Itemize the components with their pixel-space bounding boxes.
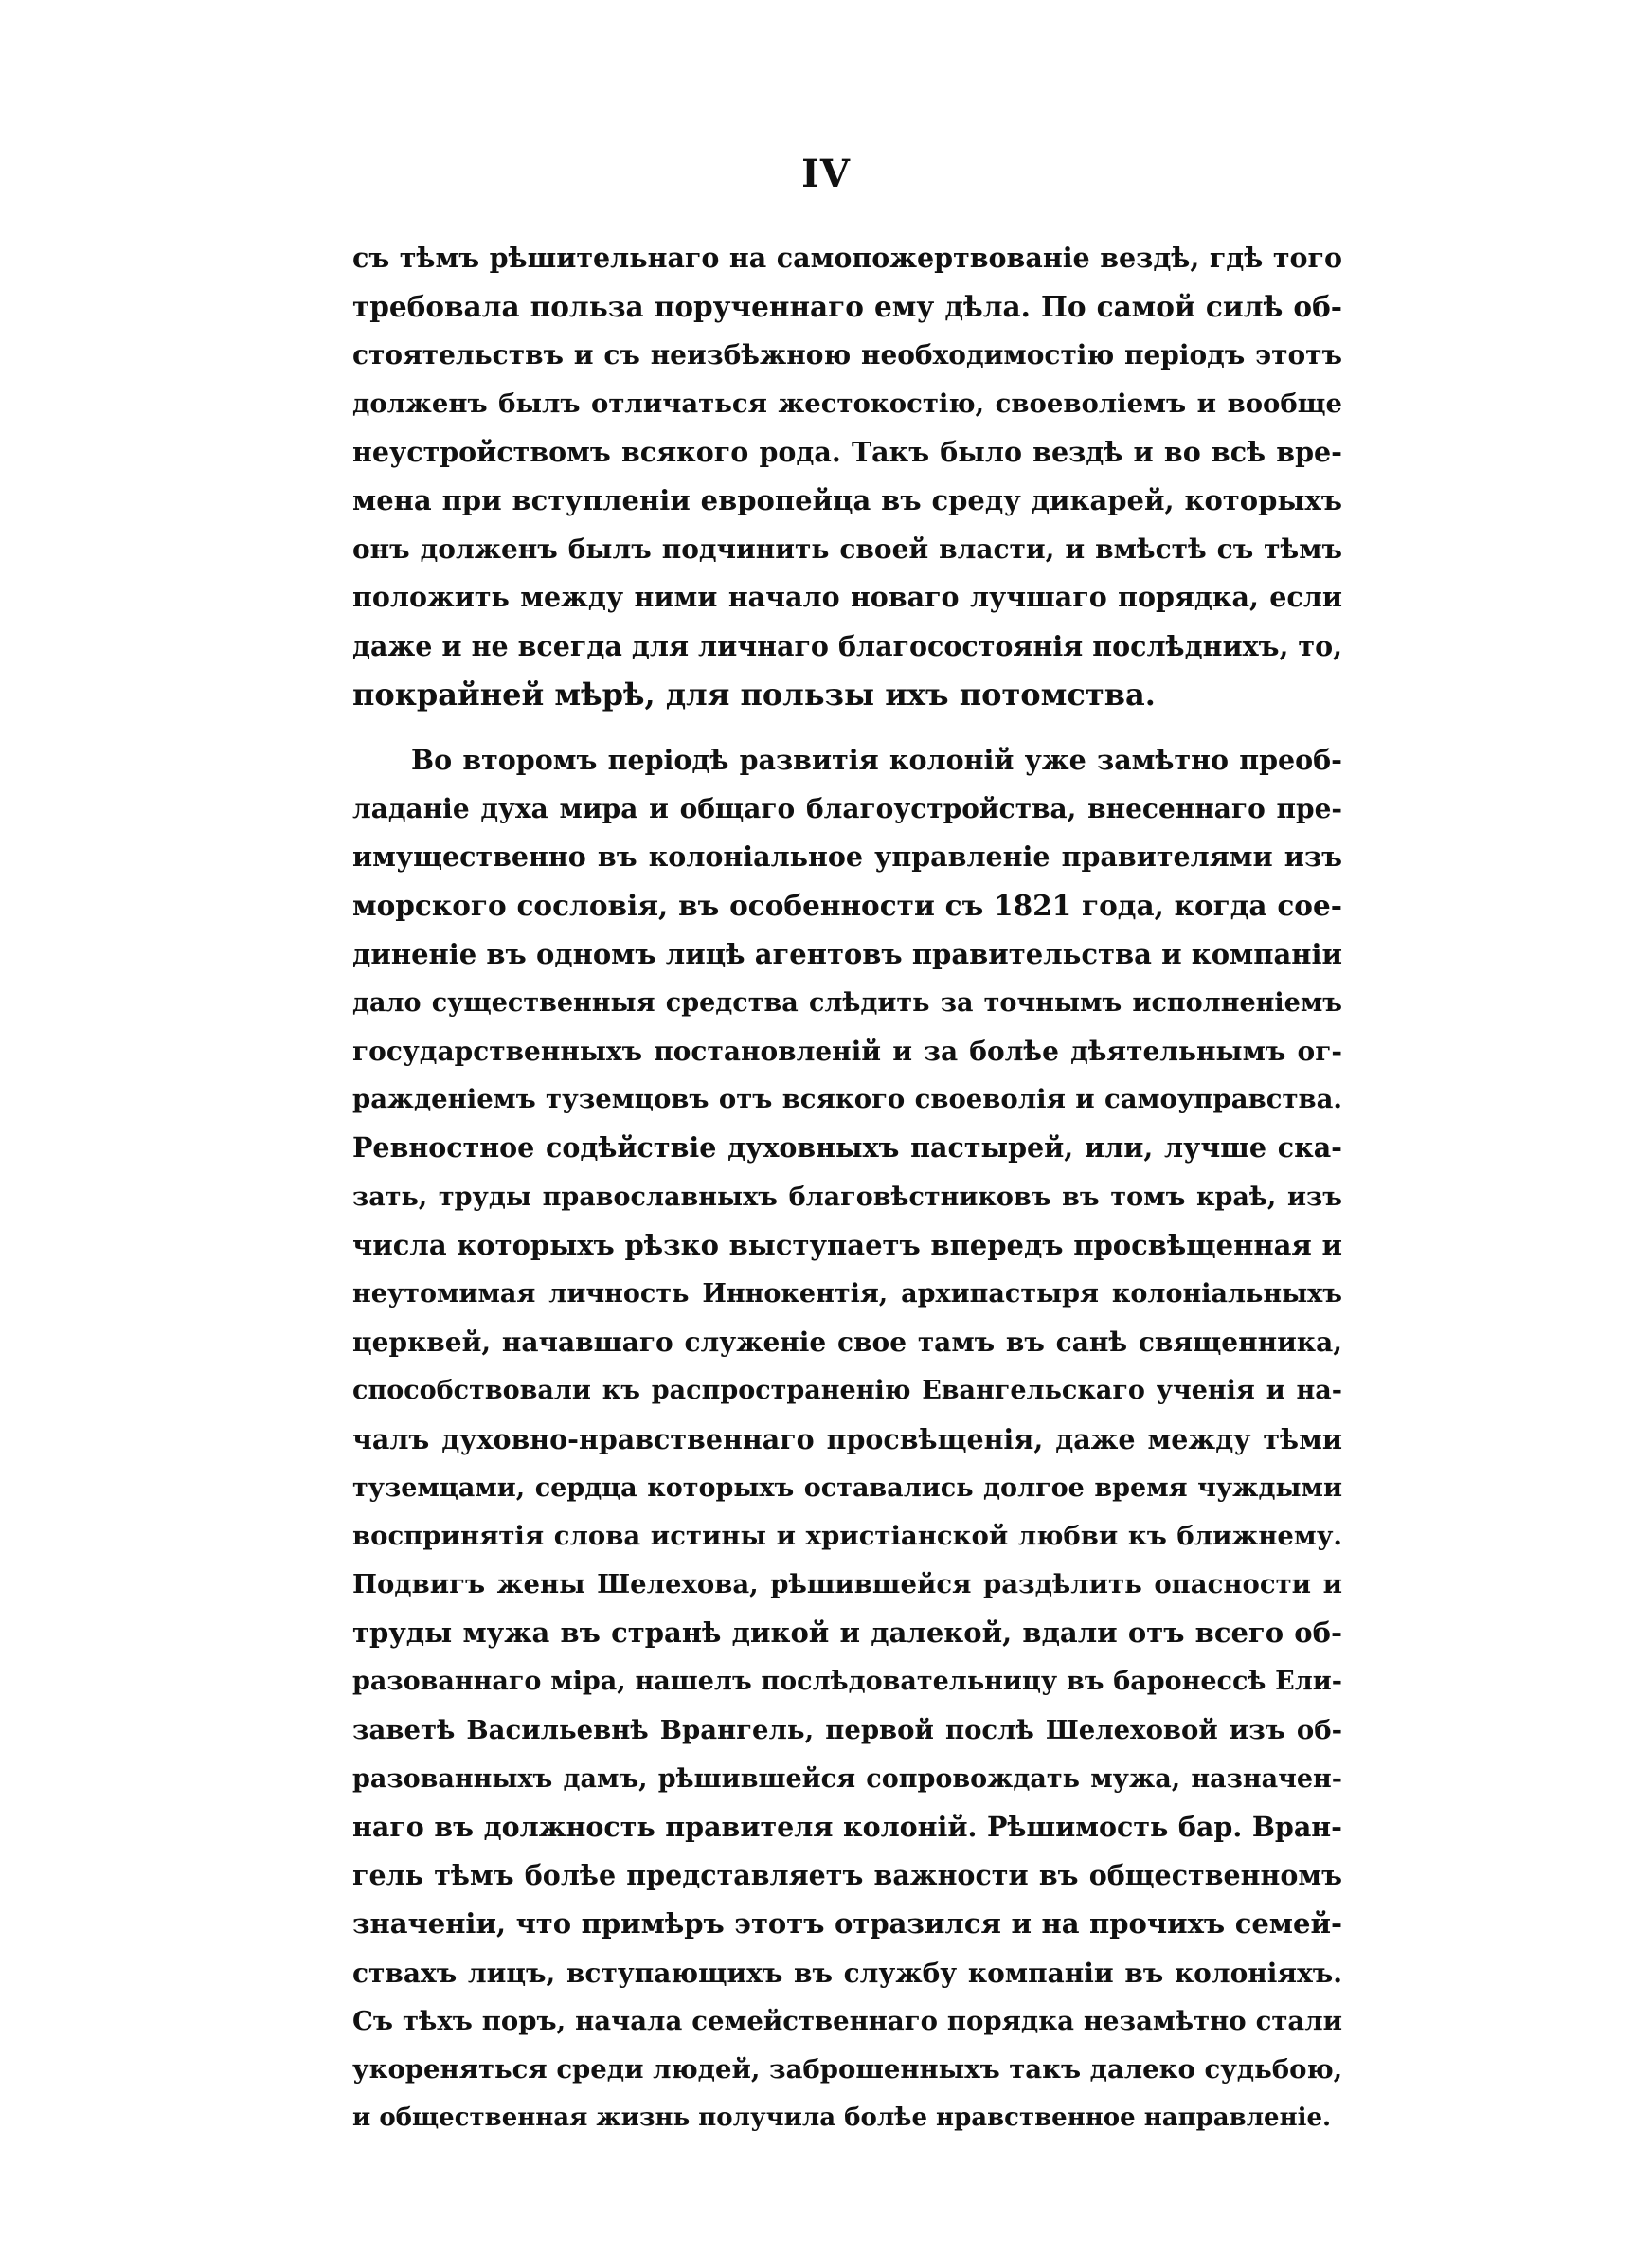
text-line: и общественная жизнь получила болѣе нравственное направленіе. [352, 2104, 1332, 2133]
text-line: Ревностное содѣйствіе духовныхъ пастырей, или, лучше ска- [352, 1131, 1342, 1165]
text-line: разованнаго міра, нашелъ послѣдовательницу въ баронессѣ Ели- [352, 1667, 1342, 1697]
text-line: заветѣ Васильевнѣ Врангель, первой послѣ Шелеховой изъ об- [352, 1714, 1342, 1745]
text-line: зать, труды православныхъ благовѣстниковъ въ томъ краѣ, изъ [352, 1182, 1342, 1212]
text-line: значеніи, что примѣръ этотъ отразился и на прочихъ семей- [352, 1907, 1342, 1941]
text-line: воспринятія слова истины и христіанской любви къ ближнему. [352, 1520, 1342, 1551]
text-line: Съ тѣхъ поръ, начала семейственнаго порядка незамѣтно стали [352, 2005, 1342, 2036]
text-line: чалъ духовно-нравственнаго просвѣщенія, даже между тѣми [352, 1422, 1342, 1455]
text-line: стоятельствъ и съ неизбѣжною необходимостію періодъ этотъ [352, 339, 1342, 371]
text-line: укореняться среди людей, заброшенныхъ такъ далеко судьбою, [352, 2053, 1342, 2085]
text-line: разованныхъ дамъ, рѣшившейся сопровождать мужа, назначен- [352, 1763, 1342, 1794]
text-line: морского сословія, въ особенности съ 1821 года, когда сое- [352, 889, 1342, 923]
text-line: имущественно въ колоніальное управленіе правителями изъ [352, 840, 1342, 874]
text-line: Подвигъ жены Шелехова, рѣшившейся раздѣлить опасности и [352, 1569, 1342, 1600]
text-line: наго въ должность правителя колоній. Рѣшимость бар. Вран- [352, 1811, 1342, 1843]
text-line: числа которыхъ рѣзко выступаетъ впередъ просвѣщенная и [352, 1228, 1342, 1261]
text-line: туземцами, сердца которыхъ оставались долгое время чуждыми [352, 1472, 1342, 1503]
text-line: дало существенныя средства слѣдить за точнымъ исполненіемъ [352, 987, 1342, 1018]
text-line: положить между ними начало новаго лучшаго порядка, если [352, 581, 1342, 614]
text-line: неустройствомъ всякого рода. Такъ было вездѣ и во всѣ вре- [352, 435, 1342, 468]
text-line: диненіе въ одномъ лицѣ агентовъ правительства и компаніи [352, 937, 1342, 970]
paragraph-2 [352, 736, 1342, 2142]
text-line: государственныхъ постановленій и за болѣе дѣятельнымъ ог- [352, 1036, 1342, 1067]
text-line: требовала польза порученнаго ему дѣла. По самой силѣ об- [352, 290, 1342, 324]
text-line: онъ долженъ былъ подчинить своей власти, и вмѣстѣ съ тѣмъ [352, 533, 1342, 566]
page-number: IV [801, 152, 851, 196]
text-line: долженъ былъ отличаться жестокостію, своеволіемъ и вообще [352, 388, 1342, 419]
paragraph-1 [352, 234, 1342, 719]
text-line: способствовали къ распространенію Евангельскаго ученія и на- [352, 1376, 1342, 1406]
text-line: неутомимая личность Иннокентія, архипастыря колоніальныхъ [352, 1278, 1342, 1309]
text-line: ствахъ лицъ, вступающихъ въ службу компаніи въ колоніяхъ. [352, 1957, 1342, 1989]
text-line: покрайней мѣрѣ, для пользы ихъ потомства. [352, 676, 1156, 713]
text-line: даже и не всегда для личнаго благосостоянія послѣднихъ, то, [352, 629, 1342, 662]
text-line: церквей, начавшаго служеніе свое тамъ въ санѣ священника, [352, 1327, 1342, 1359]
text-line: ладаніе духа мира и общаго благоустройства, внесеннаго пре- [352, 793, 1342, 825]
text-line: съ тѣмъ рѣшительнаго на самопожертвованіе вездѣ, гдѣ того [352, 242, 1342, 274]
text-line: ражденіемъ туземцовъ отъ всякого своеволія и самоуправства. [352, 1084, 1342, 1115]
text-line: Во второмъ періодѣ развитія колоній уже замѣтно преоб- [411, 743, 1342, 776]
text-line: гель тѣмъ болѣе представляетъ важности въ общественномъ [352, 1859, 1342, 1892]
body-text [352, 234, 1342, 2142]
text-line: труды мужа въ странѣ дикой и далекой, вдали отъ всего об- [352, 1616, 1342, 1650]
text-line: мена при вступленіи европейца въ среду дикарей, которыхъ [352, 483, 1342, 516]
paragraph-gap [352, 719, 1342, 736]
